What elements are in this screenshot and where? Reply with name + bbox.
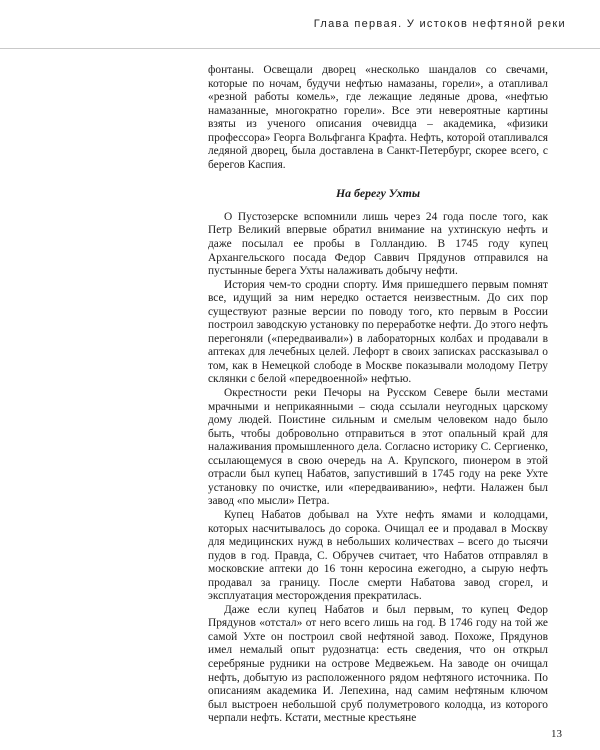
header-divider <box>0 48 600 49</box>
body-paragraph-3: Окрестности реки Печоры на Русском Севере были местами мрачными и неприкаянными – сюда ссылали неугодных царскому дому людей. Поистине сильным и смелым человеком надо было быть, чтобы добровольно отправиться в этот опальный край для налаживания промышленного дела. Согласно историку С. Сергиенко, ссылающемуся в свою очередь на А. Крупского, пионером в этой отрасли был купец Набатов, запустивший в 1745 году на реке Ухте установку по очистке, или «передваиванию», нефти. Налажен был завод «по мысли» Петра. <box>208 387 548 508</box>
page-number: 13 <box>551 728 562 740</box>
body-paragraph-2: История чем-то сродни спорту. Имя пришедшего первым помнят все, идущий за ним нередко остается неизвестным. До сих пор существуют разные версии по поводу того, кто первым в России построил заводскую установку по переработке нефти. До этого нефть перегоняли («передваивали») в лабораторных колбах и продавали в аптеках для лечебных целей. Лефорт в своих записках рассказывал о том, как в Немецкой слободе в Москве показывали молодому Петру склянки с белой «передвоенной» нефтью. <box>208 278 548 386</box>
opening-paragraph: фонтаны. Освещали дворец «несколько шандалов со свечами, которые по ночам, будучи нефтью намазаны, горели», а отапливал «резной работы комель», где лежащие ледяные дрова, «нефтью намазанные, многократно горели». Все эти невероятные картины взяты из ученого описания очевидца – академика, «физики профессора» Георга Вольфганга Крафта. Нефть, которой отапливался ледяной дворец, была доставлена в Санкт-Петербург, скорее всего, с берегов Каспия. <box>208 64 548 171</box>
body-paragraph-1: О Пустозерске вспомнили лишь через 24 года после того, как Петр Великий впервые обратил внимание на ухтинскую нефть и даже посылал ее пробы в Голландию. В 1745 году купец Архангельского посада Федор Саввич Прядунов отправился на пустынные берега Ухты налаживать добычу нефти. <box>208 210 548 278</box>
running-header: Глава первая. У истоков нефтяной реки <box>313 18 566 30</box>
body-paragraph-5: Даже если купец Набатов и был первым, то купец Федор Прядунов «отстал» от него всего лишь на год. В 1746 году на той же самой Ухте он построил свой нефтяной завод. Похоже, Прядунов имел немалый опыт рудознатца: есть сведения, что он открыл серебряные рудники на острове Медвежьем. На заводе он очищал нефть, добытую из расположенного рядом нефтяного источника. По описаниям академика И. Лепехина, над самим нефтяным ключом был выстроен небольшой сруб полуметрового колодца, из которого черпали нефть. Кстати, местные крестьяне <box>208 603 548 725</box>
body-paragraph-4: Купец Набатов добывал на Ухте нефть ямами и колодцами, которых насчитывалось до сорока. Очищал ее и продавал в Москву для медицинских нужд в небольших количествах – всего до тысячи пудов в год. Правда, С. Обручев считает, что Набатов отправлял в московские аптеки до 16 тонн керосина ежегодно, а сырую нефть продавал за границу. После смерти Набатова завод сгорел, и эксплуатация месторождения прекратилась. <box>208 508 548 603</box>
page-body <box>208 64 548 726</box>
section-title: На берегу Ухты <box>335 186 421 201</box>
